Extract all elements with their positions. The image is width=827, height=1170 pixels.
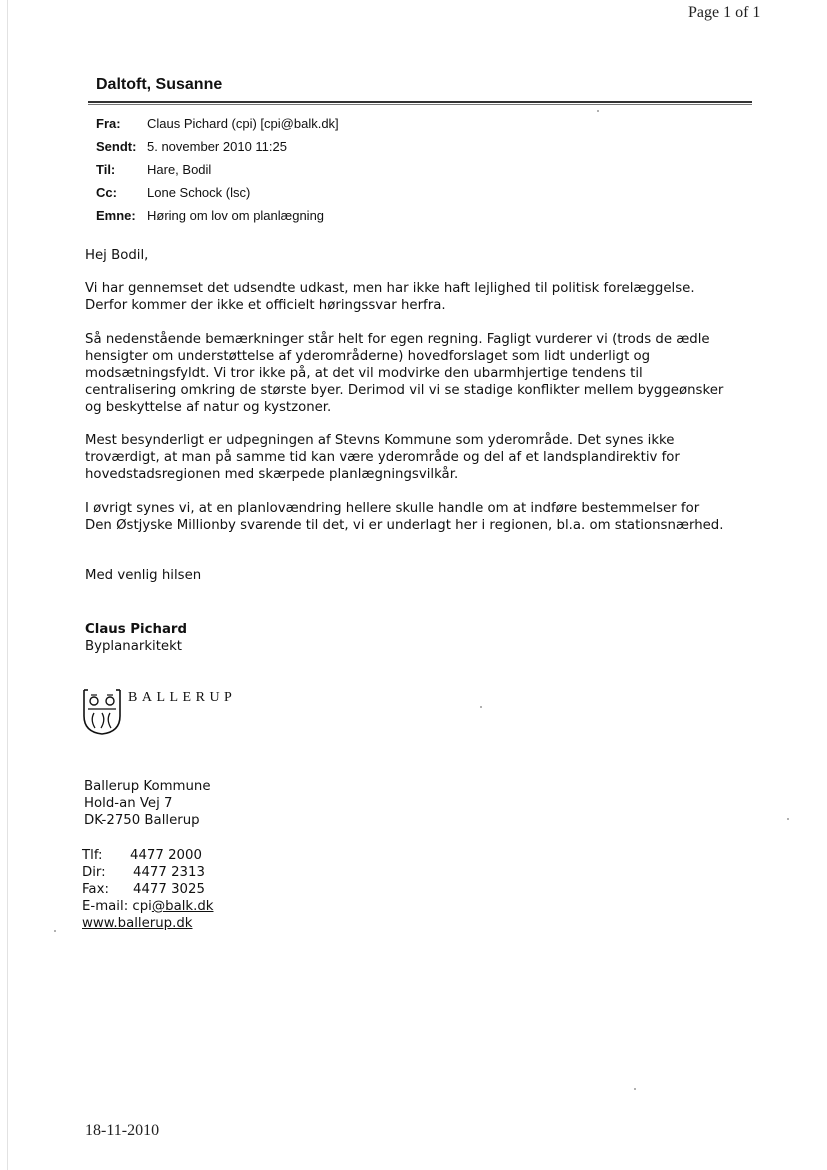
- contact-row-phone: [82, 847, 214, 864]
- email-link[interactable]: @balk.dk: [151, 899, 214, 914]
- body-line: modsætningsfyldt. Vi tror ikke på, at det vil modvirke den ubarmhjertige tendens til: [85, 366, 643, 381]
- body-line: Mest besynderligt er udpegningen af Stevns Kommune som yderområde. Det synes ikke: [85, 433, 675, 448]
- contact-label: Tlf:: [82, 848, 103, 863]
- header-label: Fra:: [96, 116, 121, 131]
- signature-name: Claus Pichard: [85, 622, 187, 637]
- header-label: Til:: [96, 162, 116, 177]
- body-line: I øvrigt synes vi, at en planlovændring hellere skulle handle om at indføre bestemmelser for: [85, 501, 700, 516]
- header-value-from: Claus Pichard (cpi) [cpi@balk.dk]: [147, 116, 339, 131]
- contact-row-fax: [82, 881, 214, 898]
- header-label: Emne:: [96, 208, 136, 223]
- scan-speck: [787, 818, 789, 820]
- address-line: DK-2750 Ballerup: [84, 813, 200, 828]
- greeting: Hej Bodil,: [85, 248, 149, 263]
- header-row-cc: [96, 185, 339, 208]
- header-value-subject: Høring om lov om planlægning: [147, 208, 325, 223]
- body-line: centralisering omkring de største byer. Derimod vil vi se stadige konflikter mellem byggeønsker: [85, 383, 724, 398]
- contact-label: Dir:: [82, 865, 106, 880]
- paragraph-3: [85, 432, 680, 483]
- ballerup-coat-of-arms-icon: [82, 688, 122, 740]
- scan-speck: [54, 930, 56, 932]
- print-date: 18-11-2010: [85, 1122, 160, 1139]
- header-label: Cc:: [96, 185, 117, 200]
- header-label: Sendt:: [96, 139, 137, 154]
- website-link[interactable]: www.ballerup.dk: [82, 916, 193, 931]
- contact-row-direct: [82, 864, 214, 881]
- paragraph-1: [85, 280, 695, 314]
- contact-value: 4477 2313: [133, 865, 205, 880]
- scan-edge-line: [7, 0, 8, 1170]
- scan-speck: [634, 1088, 636, 1090]
- address-block: [84, 778, 211, 829]
- header-row-from: [96, 116, 339, 139]
- paragraph-4: [85, 500, 723, 534]
- body-line: troværdigt, at man på samme tid kan være yderområde og del af et landsplandirektiv for: [85, 450, 680, 465]
- header-divider: [88, 101, 752, 103]
- body-line: hovedstadsregionen med skærpede planlægningsvilkår.: [85, 467, 459, 482]
- body-line: Vi har gennemset det udsendte udkast, men har ikke haft lejlighed til politisk forelæggelse.: [85, 281, 695, 296]
- header-divider-thin: [88, 104, 752, 105]
- header-value-to: Hare, Bodil: [147, 162, 212, 177]
- body-line: hensigter om understøttelse af yderområderne) hovedforslaget som lidt underligt og: [85, 349, 651, 364]
- logo-wordmark: BALLERUP: [128, 690, 237, 705]
- email-header-block: [96, 116, 339, 231]
- page-number: Page 1 of 1: [688, 4, 761, 21]
- header-row-to: [96, 162, 339, 185]
- email-prefix: E-mail: cpi: [82, 899, 152, 914]
- contact-block: [82, 847, 214, 932]
- body-line: og beskyttelse af natur og kystzoner.: [85, 400, 332, 415]
- header-row-sent: [96, 139, 339, 162]
- address-line: Hold-an Vej 7: [84, 796, 173, 811]
- scan-speck: [480, 706, 482, 708]
- body-line: Så nedenstående bemærkninger står helt for egen regning. Fagligt vurderer vi (trods de ædle: [85, 332, 710, 347]
- body-line: Derfor kommer der ikke et officielt høringssvar herfra.: [85, 298, 446, 313]
- mailbox-owner-heading: Daltoft, Susanne: [96, 76, 223, 93]
- signature-title: Byplanarkitekt: [85, 639, 183, 654]
- contact-value: 4477 2000: [130, 848, 202, 863]
- header-value-sent: 5. november 2010 11:25: [147, 139, 287, 154]
- scan-speck: [597, 110, 599, 112]
- body-line: Den Østjyske Millionby svarende til det, vi er underlagt her i regionen, bl.a. om stationsnærhed.: [85, 518, 724, 533]
- header-value-cc: Lone Schock (lsc): [147, 185, 251, 200]
- header-row-subject: [96, 208, 339, 231]
- address-line: Ballerup Kommune: [84, 779, 211, 794]
- email-contact-line: [82, 898, 214, 915]
- paragraph-2: [85, 331, 723, 416]
- contact-label: Fax:: [82, 882, 109, 897]
- contact-value: 4477 3025: [133, 882, 205, 897]
- closing-phrase: Med venlig hilsen: [85, 568, 202, 583]
